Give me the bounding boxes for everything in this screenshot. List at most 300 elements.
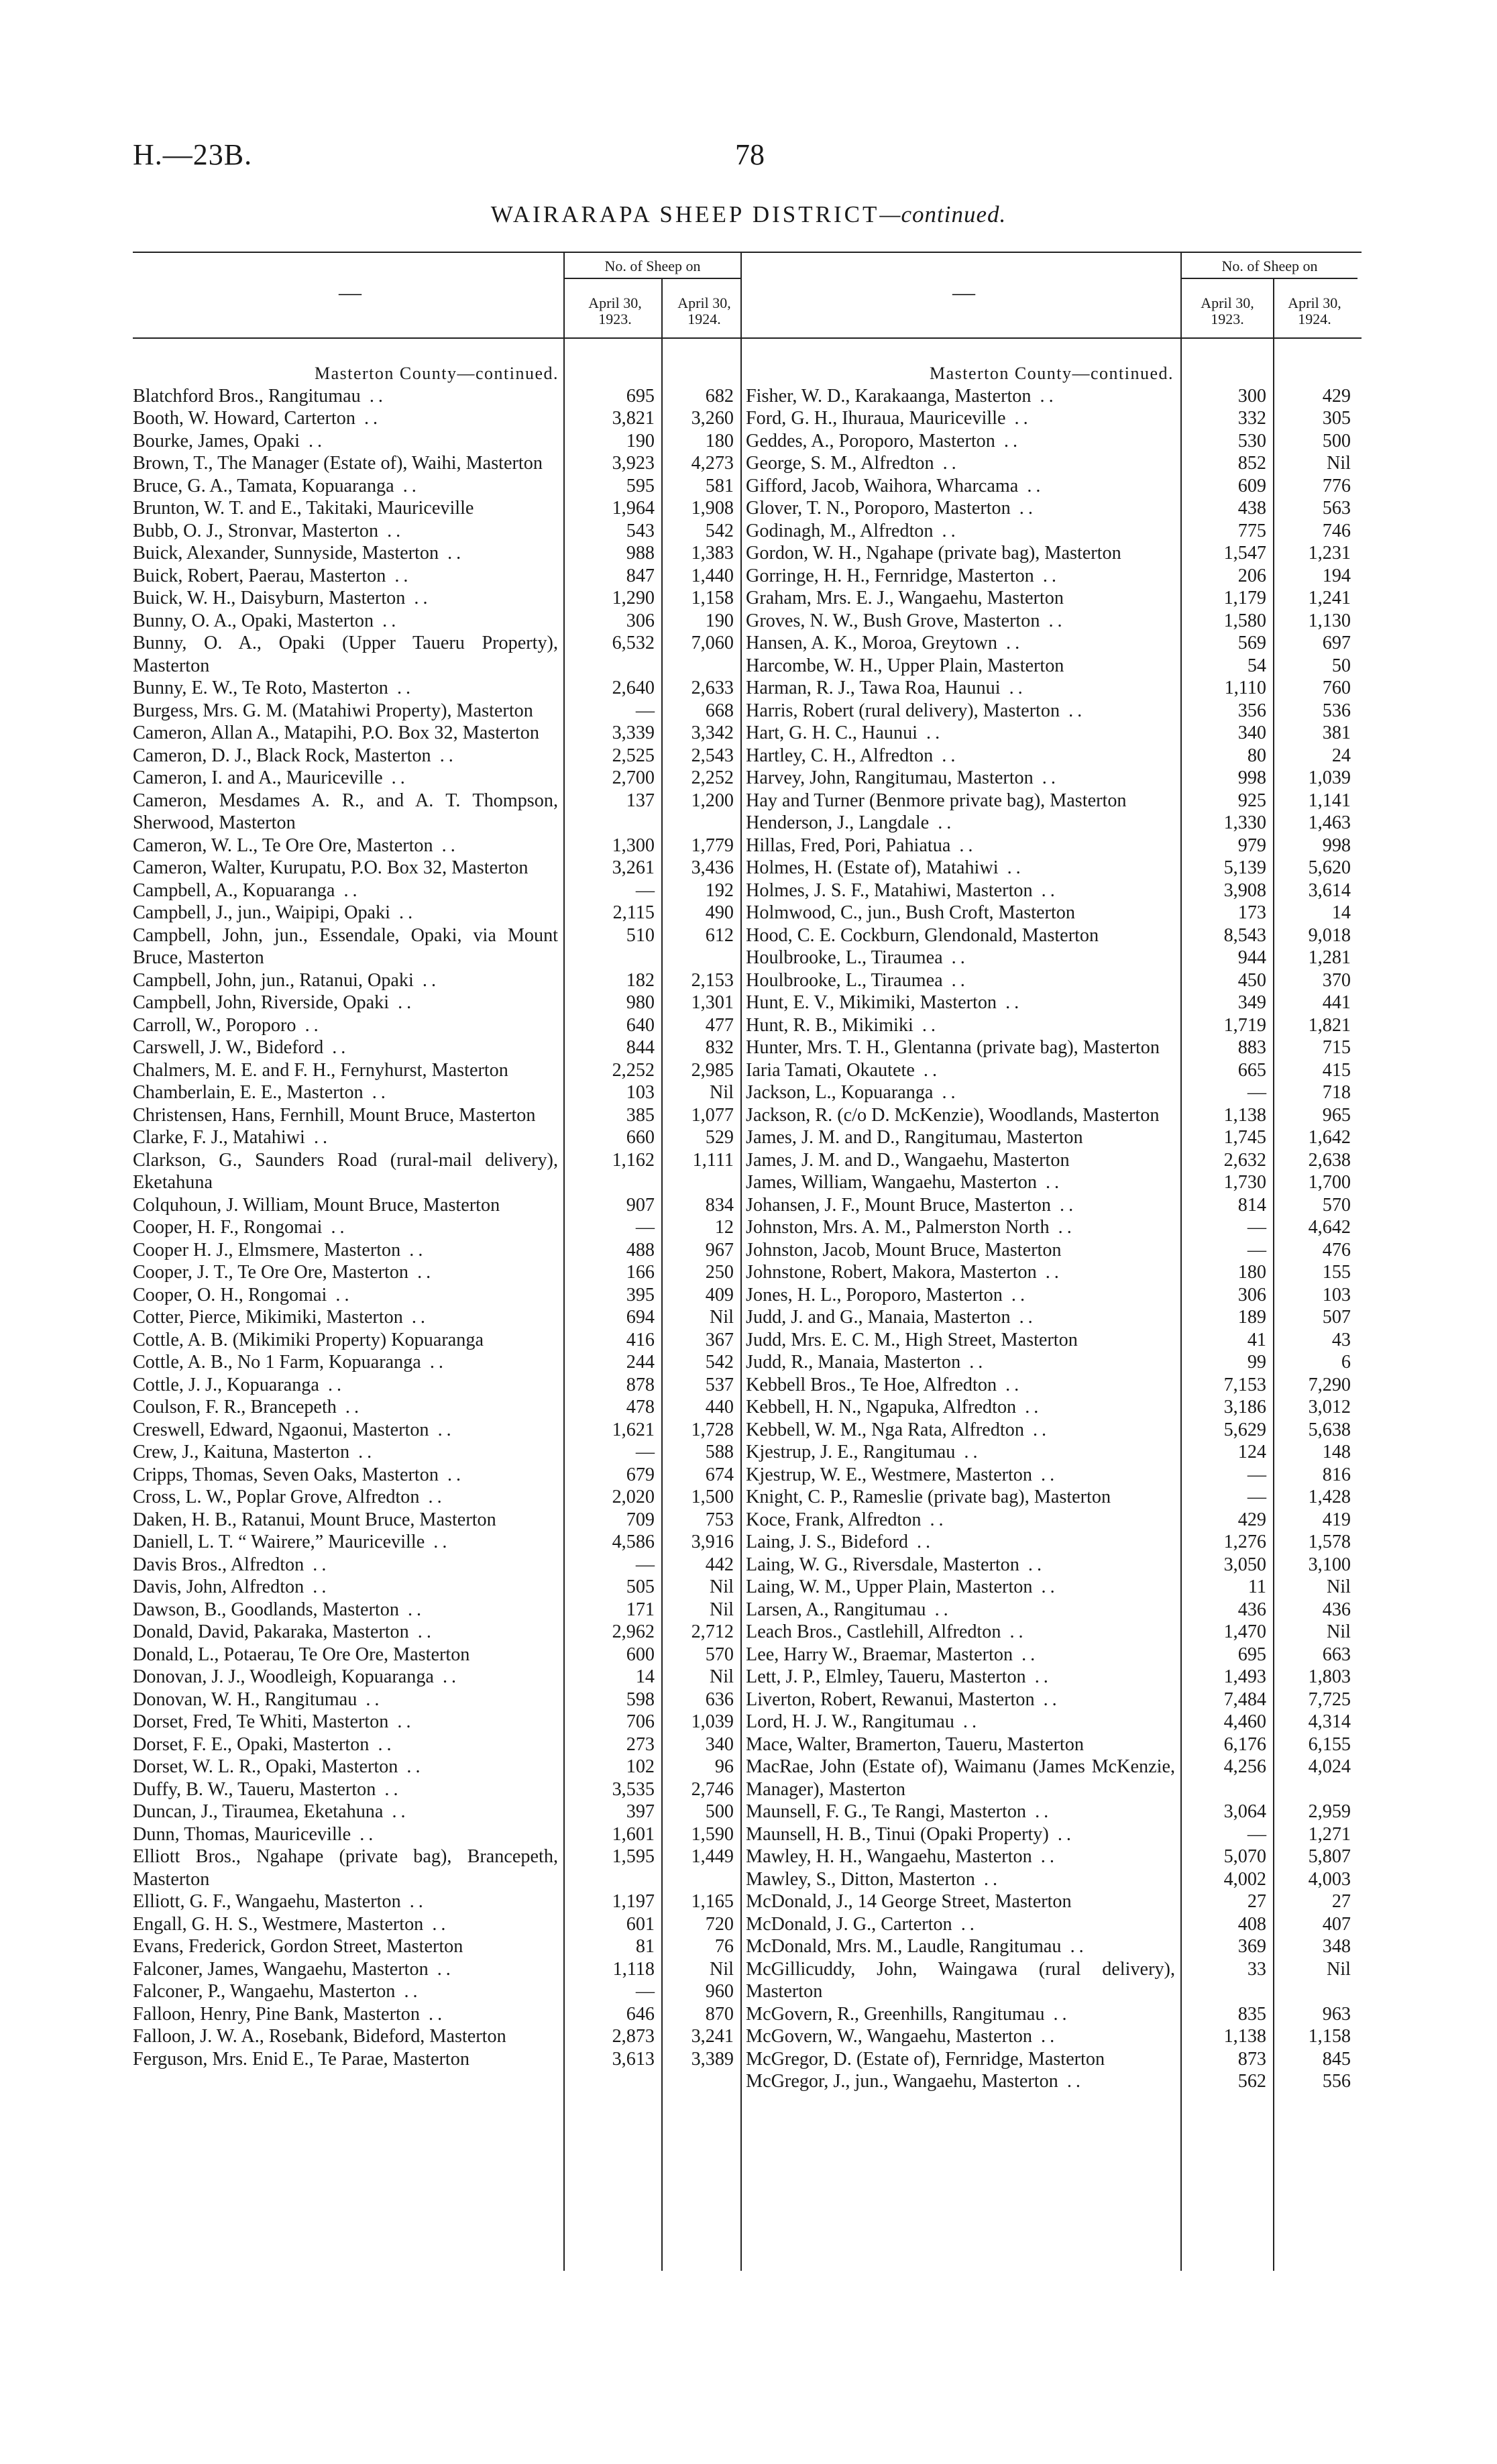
table-row xyxy=(746,1801,1357,1823)
sheep-count-1924: 3,342 xyxy=(691,722,734,743)
sheep-count-1924: 43 xyxy=(1331,1329,1351,1350)
sheep-count-1924: 2,712 xyxy=(691,1621,734,1642)
owner-name xyxy=(133,407,563,430)
sheep-count-1923: 2,252 xyxy=(612,1059,655,1081)
sheep-count-1923: 369 xyxy=(1237,1936,1266,1957)
sheep-count-1924: 2,633 xyxy=(691,678,734,698)
owner-name xyxy=(133,969,563,992)
sheep-count-1924: 1,440 xyxy=(691,565,734,586)
right-subheader-rule xyxy=(1180,278,1357,279)
leader-dots: .. xyxy=(995,430,1022,451)
leader-dots: .. xyxy=(1036,1172,1064,1193)
owner-text: Clarke, F. J., Matahiwi xyxy=(133,1127,305,1148)
sheep-count-1923: 7,484 xyxy=(1223,1689,1266,1710)
leader-dots: .. xyxy=(1058,2071,1085,2092)
sheep-count-1923: 8,543 xyxy=(1223,924,1266,946)
owner-name xyxy=(746,1868,1180,1891)
sheep-count-1924: 718 xyxy=(1322,1082,1351,1103)
table-row xyxy=(746,1419,1357,1442)
owner-text: McDonald, J. G., Carterton xyxy=(746,1913,952,1935)
sheep-count-1923: 416 xyxy=(626,1329,655,1350)
sheep-count-1924: 832 xyxy=(705,1037,734,1058)
table-row xyxy=(133,969,740,992)
sheep-count-1924: 4,642 xyxy=(1308,1217,1351,1238)
table-row xyxy=(746,520,1357,543)
sheep-count-1923: 1,547 xyxy=(1223,543,1266,564)
owner-text: Maunsell, F. G., Te Rangi, Masterton xyxy=(746,1801,1027,1822)
owner-text: Laing, J. S., Bideford xyxy=(746,1532,908,1552)
sheep-count-1924: 490 xyxy=(705,902,734,923)
sheep-count-1924: 250 xyxy=(705,1262,734,1283)
leader-dots: .. xyxy=(1023,1419,1051,1440)
owner-name xyxy=(746,587,1180,610)
owner-name xyxy=(746,1599,1180,1621)
table-row xyxy=(746,1216,1357,1239)
owner-text: Campbell, John, Riverside, Opaki xyxy=(133,992,390,1013)
owner-name xyxy=(746,1396,1180,1419)
sheep-count-1924: 2,959 xyxy=(1308,1801,1351,1822)
owner-name xyxy=(133,1576,563,1599)
leader-dots: .. xyxy=(355,408,382,429)
owner-name xyxy=(133,992,563,1014)
leader-dots: .. xyxy=(1013,1644,1040,1665)
table-row xyxy=(133,475,740,498)
sheep-count-1924: 1,578 xyxy=(1308,1532,1351,1552)
left-table-rows xyxy=(133,385,740,2071)
owner-text: Hay and Turner (Benmore private bag), Masterton xyxy=(746,790,1127,811)
sheep-count-1923: 6,176 xyxy=(1223,1733,1266,1755)
sheep-count-1923: 1,138 xyxy=(1223,2026,1266,2047)
leader-dots: .. xyxy=(1016,1397,1043,1417)
table-row xyxy=(133,1374,740,1397)
owner-name xyxy=(133,1284,563,1307)
owner-name xyxy=(133,1733,563,1756)
owner-text: Donald, David, Pakaraka, Masterton xyxy=(133,1621,409,1642)
sheep-count-1924: 570 xyxy=(1322,1194,1351,1216)
owner-text: Harman, R. J., Tawa Roa, Haunui xyxy=(746,678,1001,698)
owner-text: Blatchford Bros., Rangitumau xyxy=(133,385,361,407)
table-row xyxy=(133,497,740,520)
leader-dots: .. xyxy=(1036,1262,1063,1283)
table-row xyxy=(133,2048,740,2071)
sheep-count-1924: 2,985 xyxy=(691,1059,734,1081)
owner-text: Hunt, R. B., Mikimiki xyxy=(746,1014,913,1036)
sheep-count-1924: 2,153 xyxy=(691,969,734,991)
table-row xyxy=(133,1935,740,1958)
sheep-count-1924: 529 xyxy=(705,1127,734,1148)
leader-dots: .. xyxy=(351,1823,378,1845)
table-row xyxy=(133,1284,740,1307)
sheep-count-1923: 6,532 xyxy=(612,633,655,653)
owner-name xyxy=(133,924,563,969)
table-row xyxy=(133,587,740,610)
owner-text: Clarkson, G., Saunders Road (rural-mail delivery), Eketahuna xyxy=(133,1149,558,1193)
leader-dots: .. xyxy=(1005,408,1032,429)
owner-name xyxy=(746,1576,1180,1599)
table-row xyxy=(746,1284,1357,1307)
table-row xyxy=(133,430,740,453)
leader-dots: .. xyxy=(363,1082,390,1103)
sheep-count-1924: 419 xyxy=(1322,1509,1351,1530)
owner-name xyxy=(133,1778,563,1801)
sheep-count-1924: 674 xyxy=(705,1464,734,1485)
leader-dots: .. xyxy=(1040,610,1066,631)
table-row xyxy=(133,1419,740,1442)
sheep-count-1924: 367 xyxy=(705,1329,734,1350)
sheep-count-1924: 1,200 xyxy=(691,790,734,811)
sheep-count-1924: 588 xyxy=(705,1442,734,1462)
owner-text: McGillicuddy, John, Waingawa (rural delivery), Masterton xyxy=(746,1958,1175,2002)
owner-name xyxy=(746,1958,1180,2003)
owner-name xyxy=(133,1980,563,2003)
sheep-count-1923: 2,640 xyxy=(612,678,655,698)
sheep-count-1924: 7,060 xyxy=(691,633,734,653)
owner-name xyxy=(746,767,1180,790)
sheep-count-1923: 182 xyxy=(626,969,655,991)
owner-name xyxy=(746,1621,1180,1644)
owner-name xyxy=(746,1284,1180,1307)
sheep-count-1923: 852 xyxy=(1237,453,1266,474)
sheep-count-1923: — xyxy=(635,1217,655,1238)
table-row xyxy=(133,632,740,677)
table-row xyxy=(746,1059,1357,1082)
sheep-count-1923: 609 xyxy=(1237,475,1266,496)
sheep-count-1924: Nil xyxy=(709,1666,734,1687)
sheep-count-1924: 500 xyxy=(705,1801,734,1822)
table-row xyxy=(746,857,1357,879)
owner-text: Glover, T. N., Poroporo, Masterton xyxy=(746,498,1011,519)
leader-dots: .. xyxy=(1034,1689,1061,1710)
sheep-count-1923: 1,580 xyxy=(1223,610,1266,631)
table-row xyxy=(133,835,740,857)
sheep-count-1923: 1,470 xyxy=(1223,1621,1266,1642)
table-row xyxy=(133,1216,740,1239)
owner-text: Cooper, J. T., Te Ore Ore, Masterton xyxy=(133,1262,409,1283)
owner-name xyxy=(133,1666,563,1689)
owner-text: Cotter, Pierce, Mikimiki, Masterton xyxy=(133,1307,403,1328)
leader-dots: .. xyxy=(394,475,421,496)
sheep-count-1923: 3,535 xyxy=(612,1778,655,1800)
district-title: WAIRARAPA SHEEP DISTRICT xyxy=(490,201,880,227)
owner-text: Dawson, B., Goodlands, Masterton xyxy=(133,1599,399,1620)
owner-name xyxy=(133,1216,563,1239)
owner-text: Campbell, J., jun., Waipipi, Opaki xyxy=(133,902,390,923)
sheep-count-1924: 1,383 xyxy=(691,543,734,564)
sheep-count-1923: 11 xyxy=(1248,1576,1266,1597)
leader-dots: .. xyxy=(390,902,417,923)
sheep-count-1924: 180 xyxy=(705,430,734,451)
table-row xyxy=(746,1081,1357,1104)
left-table-panel xyxy=(133,362,740,2070)
table-row xyxy=(746,835,1357,857)
owner-text: Houlbrooke, L., Tiraumea xyxy=(746,947,943,968)
sheep-count-1923: 436 xyxy=(1237,1599,1266,1620)
owner-text: Knight, C. P., Rameslie (private bag), Masterton xyxy=(746,1487,1111,1507)
owner-text: Jackson, L., Kopuaranga xyxy=(746,1082,934,1103)
sheep-count-1923: 1,493 xyxy=(1223,1666,1266,1687)
sheep-count-1923: — xyxy=(1247,1823,1266,1845)
sheep-count-1923: 2,700 xyxy=(612,767,655,788)
sheep-count-1924: 7,725 xyxy=(1308,1689,1351,1710)
sheep-count-1923: 3,064 xyxy=(1223,1801,1266,1822)
sheep-count-1924: 1,428 xyxy=(1308,1487,1351,1507)
sheep-count-1923: 979 xyxy=(1237,835,1266,856)
sheep-count-1923: 5,139 xyxy=(1223,857,1266,878)
owner-text: Cameron, Walter, Kurupatu, P.O. Box 32, Masterton xyxy=(133,857,529,878)
leader-dots: .. xyxy=(421,1352,447,1373)
table-row xyxy=(133,745,740,767)
owner-name xyxy=(133,2048,563,2071)
owner-text: Judd, J. and G., Manaia, Masterton xyxy=(746,1307,1011,1328)
owner-text: Judd, Mrs. E. C. M., High Street, Masterton xyxy=(746,1329,1078,1350)
sheep-count-1924: 381 xyxy=(1322,722,1351,743)
sheep-count-1923: 166 xyxy=(626,1262,655,1283)
sheep-count-1923: 695 xyxy=(1237,1644,1266,1665)
leader-dots: .. xyxy=(934,453,960,474)
table-row xyxy=(133,1733,740,1756)
table-row xyxy=(133,924,740,969)
sheep-count-1923: 1,110 xyxy=(1224,678,1266,698)
sheep-count-1924: 442 xyxy=(705,1554,734,1575)
sheep-count-1923: 41 xyxy=(1247,1329,1266,1350)
sheep-count-1924: 192 xyxy=(705,879,734,901)
leader-dots: .. xyxy=(304,1554,331,1575)
sheep-count-1924: 5,620 xyxy=(1308,857,1351,878)
owner-name xyxy=(746,1845,1180,1868)
owner-text: McGovern, W., Wangaehu, Masterton xyxy=(746,2026,1032,2047)
table-row xyxy=(746,1689,1357,1711)
owner-name xyxy=(133,452,563,475)
owner-name xyxy=(746,1823,1180,1846)
sheep-count-1923: 1,330 xyxy=(1223,812,1266,833)
owner-name xyxy=(133,1464,563,1487)
sheep-count-1923: 137 xyxy=(626,790,655,811)
table-row xyxy=(746,565,1357,588)
leader-dots: .. xyxy=(336,1397,364,1417)
leader-dots: .. xyxy=(960,1352,987,1373)
owner-text: Koce, Frank, Alfredton xyxy=(746,1509,922,1530)
sheep-count-1924: 1,301 xyxy=(691,992,734,1013)
table-row xyxy=(133,542,740,565)
table-row xyxy=(746,1845,1357,1868)
owner-text: Hart, G. H. C., Haunui xyxy=(746,722,918,743)
owner-name xyxy=(133,1509,563,1532)
sheep-count-1923: 300 xyxy=(1237,385,1266,407)
leader-dots: .. xyxy=(1018,475,1045,496)
owner-text: Houlbrooke, L., Tiraumea xyxy=(746,969,943,991)
table-row xyxy=(133,1689,740,1711)
sheep-count-1924: 1,039 xyxy=(691,1711,734,1732)
owner-text: Hunter, Mrs. T. H., Glentanna (private bag), Masterton xyxy=(746,1037,1160,1058)
sheep-count-1924: 7,290 xyxy=(1308,1374,1351,1395)
owner-name xyxy=(746,722,1180,745)
leader-dots: .. xyxy=(1031,385,1058,407)
leader-dots: .. xyxy=(438,1464,465,1485)
owner-name xyxy=(746,1801,1180,1823)
sheep-count-1923: 356 xyxy=(1237,700,1266,721)
sheep-count-1923: 180 xyxy=(1237,1262,1266,1283)
owner-name xyxy=(746,430,1180,453)
sheep-count-1923: 1,719 xyxy=(1223,1014,1266,1036)
sheep-count-1923: 3,261 xyxy=(612,857,655,878)
sheep-count-1923: 99 xyxy=(1247,1352,1266,1373)
leader-dots: .. xyxy=(296,1014,323,1036)
owner-text: Jackson, R. (c/o D. McKenzie), Woodlands, Masterton xyxy=(746,1104,1160,1126)
table-row xyxy=(133,1149,740,1194)
owner-text: Johansen, J. F., Mount Bruce, Masterton xyxy=(746,1194,1051,1216)
sheep-count-1923: — xyxy=(1247,1217,1266,1238)
owner-text: Harris, Robert (rural delivery), Masterton xyxy=(746,700,1060,721)
owner-name xyxy=(746,969,1180,992)
table-row xyxy=(746,1531,1357,1554)
owner-name xyxy=(746,1913,1180,1936)
owner-name xyxy=(133,1531,563,1554)
sheep-count-1923: 2,525 xyxy=(612,745,655,766)
sheep-count-1923: 4,586 xyxy=(612,1532,655,1552)
page-number: 78 xyxy=(735,138,765,171)
owner-name xyxy=(746,610,1180,633)
owner-text: Liverton, Robert, Rewanui, Masterton xyxy=(746,1689,1035,1710)
owner-text: Colquhoun, J. William, Mount Bruce, Masterton xyxy=(133,1194,500,1216)
sheep-count-1923: — xyxy=(1247,1082,1266,1103)
table-row xyxy=(133,452,740,475)
title-continued: —continued. xyxy=(879,201,1007,227)
table-row xyxy=(746,497,1357,520)
sheep-count-1924: 409 xyxy=(705,1284,734,1305)
table-row xyxy=(133,1351,740,1374)
sheep-count-1924: 2,252 xyxy=(691,767,734,788)
table-row xyxy=(746,969,1357,992)
sheep-count-1924: 3,100 xyxy=(1308,1554,1351,1575)
sheep-count-1923: 273 xyxy=(626,1733,655,1755)
owner-text: Cooper, O. H., Rongomai xyxy=(133,1284,327,1305)
sheep-count-1924: 1,642 xyxy=(1308,1127,1351,1148)
sheep-count-1923: — xyxy=(1247,1464,1266,1485)
owner-text: Carroll, W., Poroporo xyxy=(133,1014,296,1036)
page-title xyxy=(0,201,1497,228)
leader-dots: .. xyxy=(374,610,400,631)
sheep-count-1924: 27 xyxy=(1331,1891,1351,1912)
sheep-count-1923: 33 xyxy=(1247,1958,1266,1980)
sheep-count-1924: 4,003 xyxy=(1308,1868,1351,1890)
sheep-count-1924: 370 xyxy=(1322,969,1351,991)
leader-dots: .. xyxy=(405,588,432,608)
owner-text: Henderson, J., Langdale xyxy=(746,812,930,833)
owner-text: Kebbell, H. N., Ngapuka, Alfredton xyxy=(746,1397,1017,1417)
owner-name xyxy=(746,1890,1180,1913)
sheep-count-1923: 706 xyxy=(626,1711,655,1732)
sheep-count-1923: 332 xyxy=(1237,408,1266,429)
owner-text: Hansen, A. K., Moroa, Greytown xyxy=(746,633,997,653)
sheep-count-1923: 600 xyxy=(626,1644,655,1665)
sheep-count-1923: 510 xyxy=(626,924,655,946)
owner-name xyxy=(133,565,563,588)
table-row xyxy=(133,767,740,790)
table-row xyxy=(746,1486,1357,1509)
sheep-count-1923: 1,162 xyxy=(612,1149,655,1171)
sheep-count-1924: 4,024 xyxy=(1308,1756,1351,1777)
leader-dots: .. xyxy=(955,1442,982,1462)
table-row xyxy=(133,1778,740,1801)
leader-dots: .. xyxy=(382,767,409,788)
table-row xyxy=(133,790,740,835)
table-row xyxy=(746,992,1357,1014)
leader-dots: .. xyxy=(439,543,465,564)
owner-text: Elliott Bros., Ngahape (private bag), Brancepeth, Masterton xyxy=(133,1846,558,1890)
sheep-count-1923: 190 xyxy=(626,430,655,451)
owner-name xyxy=(746,542,1180,565)
owner-text: Gifford, Jacob, Waihora, Wharcama xyxy=(746,475,1019,496)
owner-name xyxy=(133,835,563,857)
owner-text: McDonald, Mrs. M., Laudle, Rangitumau xyxy=(746,1936,1062,1957)
owner-name xyxy=(746,700,1180,722)
leader-dots: .. xyxy=(369,1733,396,1755)
owner-text: Hood, C. E. Cockburn, Glendonald, Masterton xyxy=(746,924,1099,946)
leader-dots: .. xyxy=(1033,767,1060,788)
table-row xyxy=(133,565,740,588)
left-section-title: Masterton County—continued. xyxy=(314,364,559,383)
owner-text: Mawley, H. H., Wangaehu, Masterton xyxy=(746,1846,1032,1867)
owner-text: James, J. M. and D., Rangitumau, Masterton xyxy=(746,1127,1083,1148)
sheep-count-1923: 2,020 xyxy=(612,1487,655,1507)
owner-text: Geddes, A., Poroporo, Masterton xyxy=(746,430,995,451)
left-1923-header: April 30, 1923. xyxy=(588,294,642,327)
sheep-count-1923: 694 xyxy=(626,1307,655,1328)
owner-name xyxy=(133,2003,563,2026)
sheep-count-1923: 385 xyxy=(626,1104,655,1126)
sheep-count-1924: 2,746 xyxy=(691,1778,734,1800)
owner-name xyxy=(133,767,563,790)
owner-name xyxy=(133,902,563,924)
owner-text: Coulson, F. R., Brancepeth xyxy=(133,1397,337,1417)
owner-text: Mawley, S., Ditton, Masterton xyxy=(746,1868,975,1890)
sheep-count-1924: 845 xyxy=(1322,2048,1351,2070)
sheep-count-1924: 96 xyxy=(714,1756,734,1777)
owner-name xyxy=(746,857,1180,879)
sheep-count-1923: 2,962 xyxy=(612,1621,655,1642)
leader-dots: .. xyxy=(1048,1823,1075,1845)
owner-name xyxy=(133,1711,563,1733)
sheep-count-1924: 1,111 xyxy=(692,1149,734,1171)
table-row xyxy=(746,1733,1357,1756)
owner-text: Holmes, J. S. F., Matahiwi, Masterton xyxy=(746,879,1033,901)
leader-dots: .. xyxy=(950,835,977,856)
sheep-count-1923: 601 xyxy=(626,1913,655,1935)
table-row xyxy=(133,722,740,745)
sheep-count-1923: 3,613 xyxy=(612,2048,655,2070)
owner-name xyxy=(746,1554,1180,1576)
table-row xyxy=(133,1329,740,1352)
owner-text: Harcombe, W. H., Upper Plain, Masterton xyxy=(746,655,1064,676)
table-row xyxy=(746,1126,1357,1149)
sheep-count-1923: 640 xyxy=(626,1014,655,1036)
sheep-count-1924: 697 xyxy=(1322,633,1351,653)
sheep-count-1923: 14 xyxy=(635,1666,655,1687)
right-owner-header: — xyxy=(952,280,975,305)
sheep-count-1924: 477 xyxy=(705,1014,734,1036)
table-row xyxy=(133,1464,740,1487)
table-row xyxy=(746,542,1357,565)
table-row xyxy=(746,812,1357,835)
table-row xyxy=(746,790,1357,812)
table-row xyxy=(746,655,1357,678)
owner-text: Judd, R., Manaia, Masterton xyxy=(746,1352,961,1373)
leader-dots: .. xyxy=(376,1778,402,1800)
sheep-count-1924: 715 xyxy=(1322,1037,1351,1058)
sheep-count-1924: 537 xyxy=(705,1374,734,1395)
owner-name xyxy=(133,587,563,610)
leader-dots: .. xyxy=(952,1913,979,1935)
